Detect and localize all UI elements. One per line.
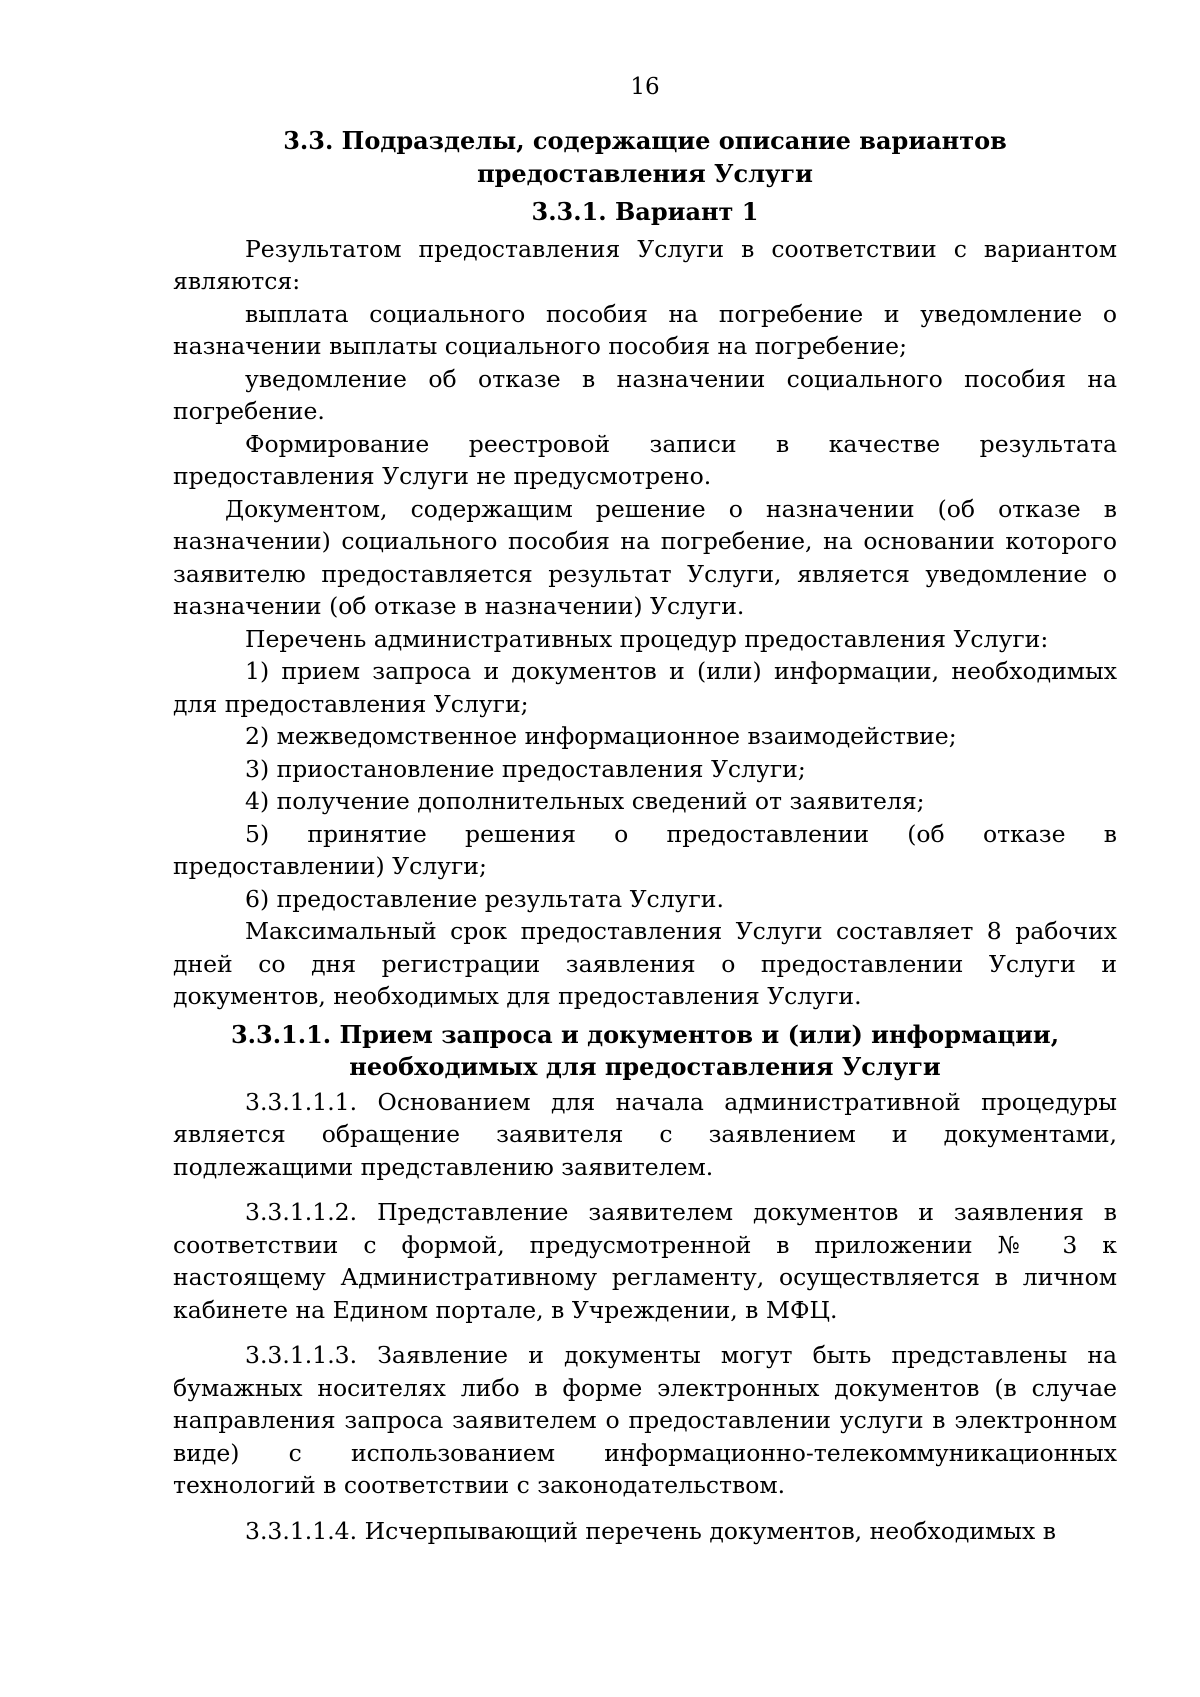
paragraph: 3.3.1.1.3. Заявление и документы могут быть представлены на бумажных носителях либо в форме электронных документов (в случае направления запроса заявителем о предоставлении услуги в электронном виде) с использованием информационно-телекоммуникационных технологий в соответствии с законодательством. [173, 1341, 1117, 1499]
paragraph: Документом, содержащим решение о назначении (об отказе в назначении) социального пособия на погребение, на основании которого заявителю предоставляется результат Услуги, является уведомление о назначении (об отказе в назначении) Услуги. [173, 494, 1117, 620]
page-number: 16 [630, 74, 660, 100]
section-heading-3-3: 3.3. Подразделы, содержащие описание вариантов предоставления Услуги [283, 126, 1007, 188]
list-item: 4) получение дополнительных сведений от заявителя; [245, 787, 925, 815]
list-item: 3) приостановление предоставления Услуги; [245, 754, 806, 783]
paragraph: Результатом предоставления Услуги в соответствии с вариантом являются: [173, 234, 1117, 295]
list-item: 1) прием запроса и документов и (или) информации, необходимых для предоставления Услуги; [173, 657, 1117, 718]
paragraph: Формирование реестровой записи в качестве результата предоставления Услуги не предусмотрено. [173, 429, 1117, 490]
subsection-heading-variant-1: 3.3.1. Вариант 1 [531, 197, 759, 226]
list-item: 5) принятие решения о предоставлении (об отказе в предоставлении) Услуги; [173, 819, 1117, 880]
list-item: 6) предоставление результата Услуги. [245, 884, 724, 913]
subsection-heading-3-3-1-1: 3.3.1.1. Прием запроса и документов и (или) информации, необходимых для предоставления Услуги [230, 1019, 1060, 1081]
page-content [173, 72, 1117, 1547]
paragraph: 3.3.1.1.1. Основанием для начала административной процедуры является обращение заявителя с заявлением и документами, подлежащими представлению заявителем. [173, 1087, 1117, 1181]
paragraph: выплата социального пособия на погребение и уведомление о назначении выплаты социального пособия на погребение; [173, 299, 1117, 360]
list-item: 2) межведомственное информационное взаимодействие; [245, 722, 957, 750]
paragraph: 3.3.1.1.2. Представление заявителем документов и заявления в соответствии с формой, предусмотренной в приложении № 3 к настоящему Административному регламенту, осуществляется в личном кабинете на Едином портале, в Учреждении, в МФЦ. [173, 1198, 1117, 1324]
paragraph: уведомление об отказе в назначении социального пособия на погребение. [173, 364, 1117, 425]
paragraph: 3.3.1.1.4. Исчерпывающий перечень документов, необходимых в [245, 1516, 1056, 1545]
paragraph: Перечень административных процедур предоставления Услуги: [245, 624, 1049, 653]
paragraph: Максимальный срок предоставления Услуги составляет 8 рабочих дней со дня регистрации заявления о предоставлении Услуги и документов, необходимых для предоставления Услуги. [173, 917, 1117, 1010]
